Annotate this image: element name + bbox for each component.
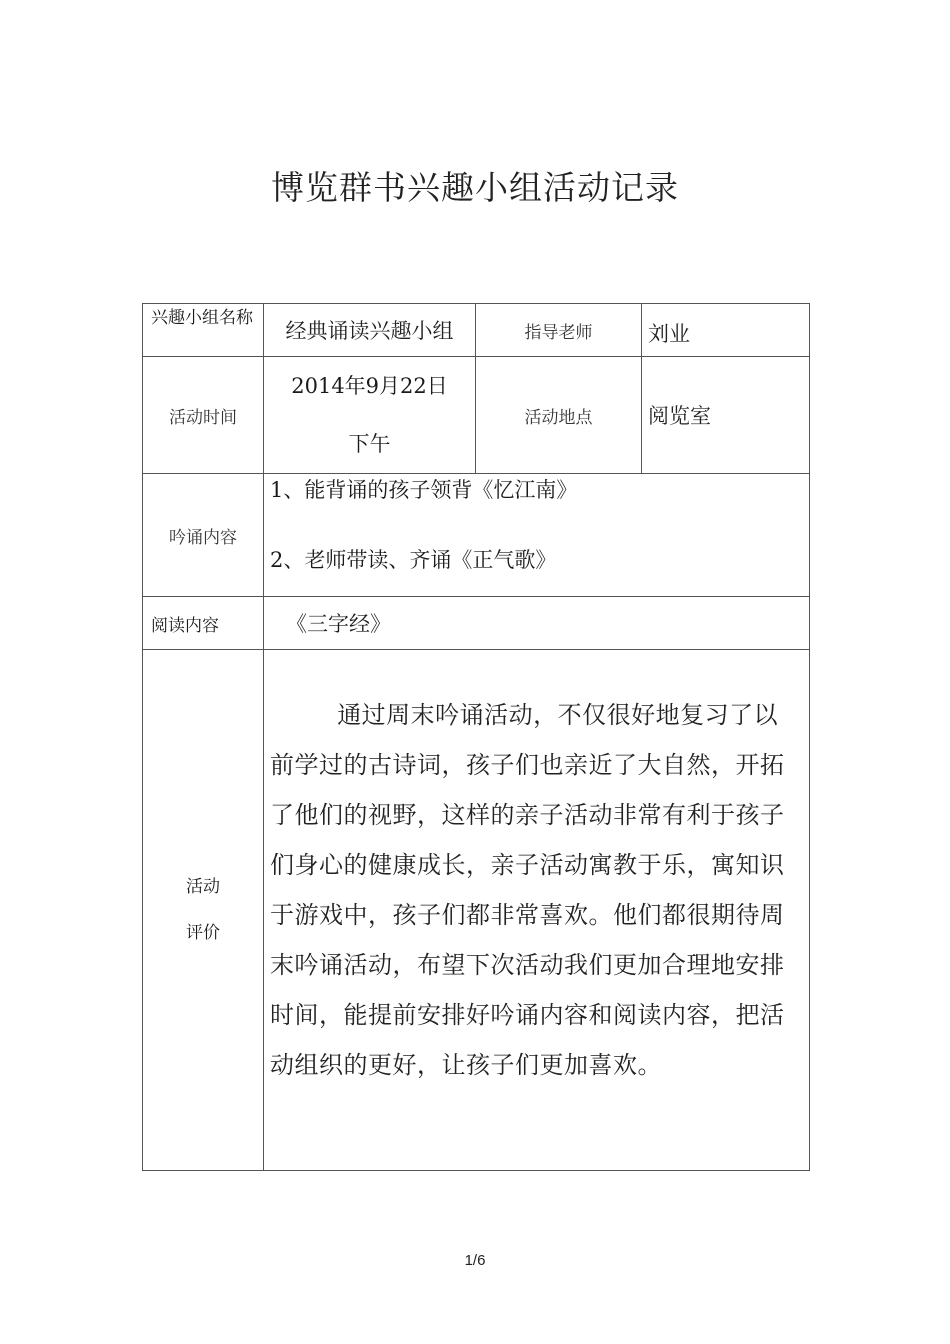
time-date: 2014年9月22日: [291, 374, 448, 398]
activity-record-table: [142, 303, 810, 1171]
teacher-value: 刘业: [642, 304, 810, 357]
time-value: [264, 357, 476, 474]
chant-content: [264, 474, 810, 597]
row-group-name: [143, 304, 810, 357]
evaluation-text: 通过周末吟诵活动，不仅很好地复习了以前学过的古诗词，孩子们也亲近了大自然，开拓了他们的视野，这样的亲子活动非常有利于孩子们身心的健康成长，亲子活动寓教于乐，寓知识于游戏中，孩子们都非常喜欢。他们都很期待周末吟诵活动，布望下次活动我们更加合理地安排时间，能提前安排好吟诵内容和阅读内容，把活动组织的更好，让孩子们更加喜欢。: [264, 650, 810, 1171]
evaluation-label-line2: 评价: [186, 923, 220, 943]
time-period: 下午: [348, 432, 391, 456]
reading-label: 阅读内容: [143, 597, 264, 650]
page-number: 1/6: [464, 1252, 486, 1269]
row-reading: [143, 597, 810, 650]
row-evaluation: [143, 650, 810, 1171]
group-name-value: 经典诵读兴趣小组: [264, 304, 476, 357]
evaluation-label-line1: 活动: [186, 877, 220, 897]
evaluation-label: [143, 650, 264, 1171]
location-value: 阅览室: [642, 357, 810, 474]
reading-value: 《三字经》: [264, 597, 810, 650]
chant-label: 吟诵内容: [143, 474, 264, 597]
document-title: 博览群书兴趣小组活动记录: [271, 168, 679, 207]
location-label: 活动地点: [476, 357, 642, 474]
row-time: [143, 357, 810, 474]
chant-item: 1、能背诵的孩子领背《忆江南》: [270, 478, 578, 502]
time-label: 活动时间: [143, 357, 264, 474]
teacher-label: 指导老师: [476, 304, 642, 357]
chant-item: 2、老师带读、齐诵《正气歌》: [270, 548, 557, 572]
group-name-label: 兴趣小组名称: [143, 304, 264, 357]
row-chant: [143, 474, 810, 597]
